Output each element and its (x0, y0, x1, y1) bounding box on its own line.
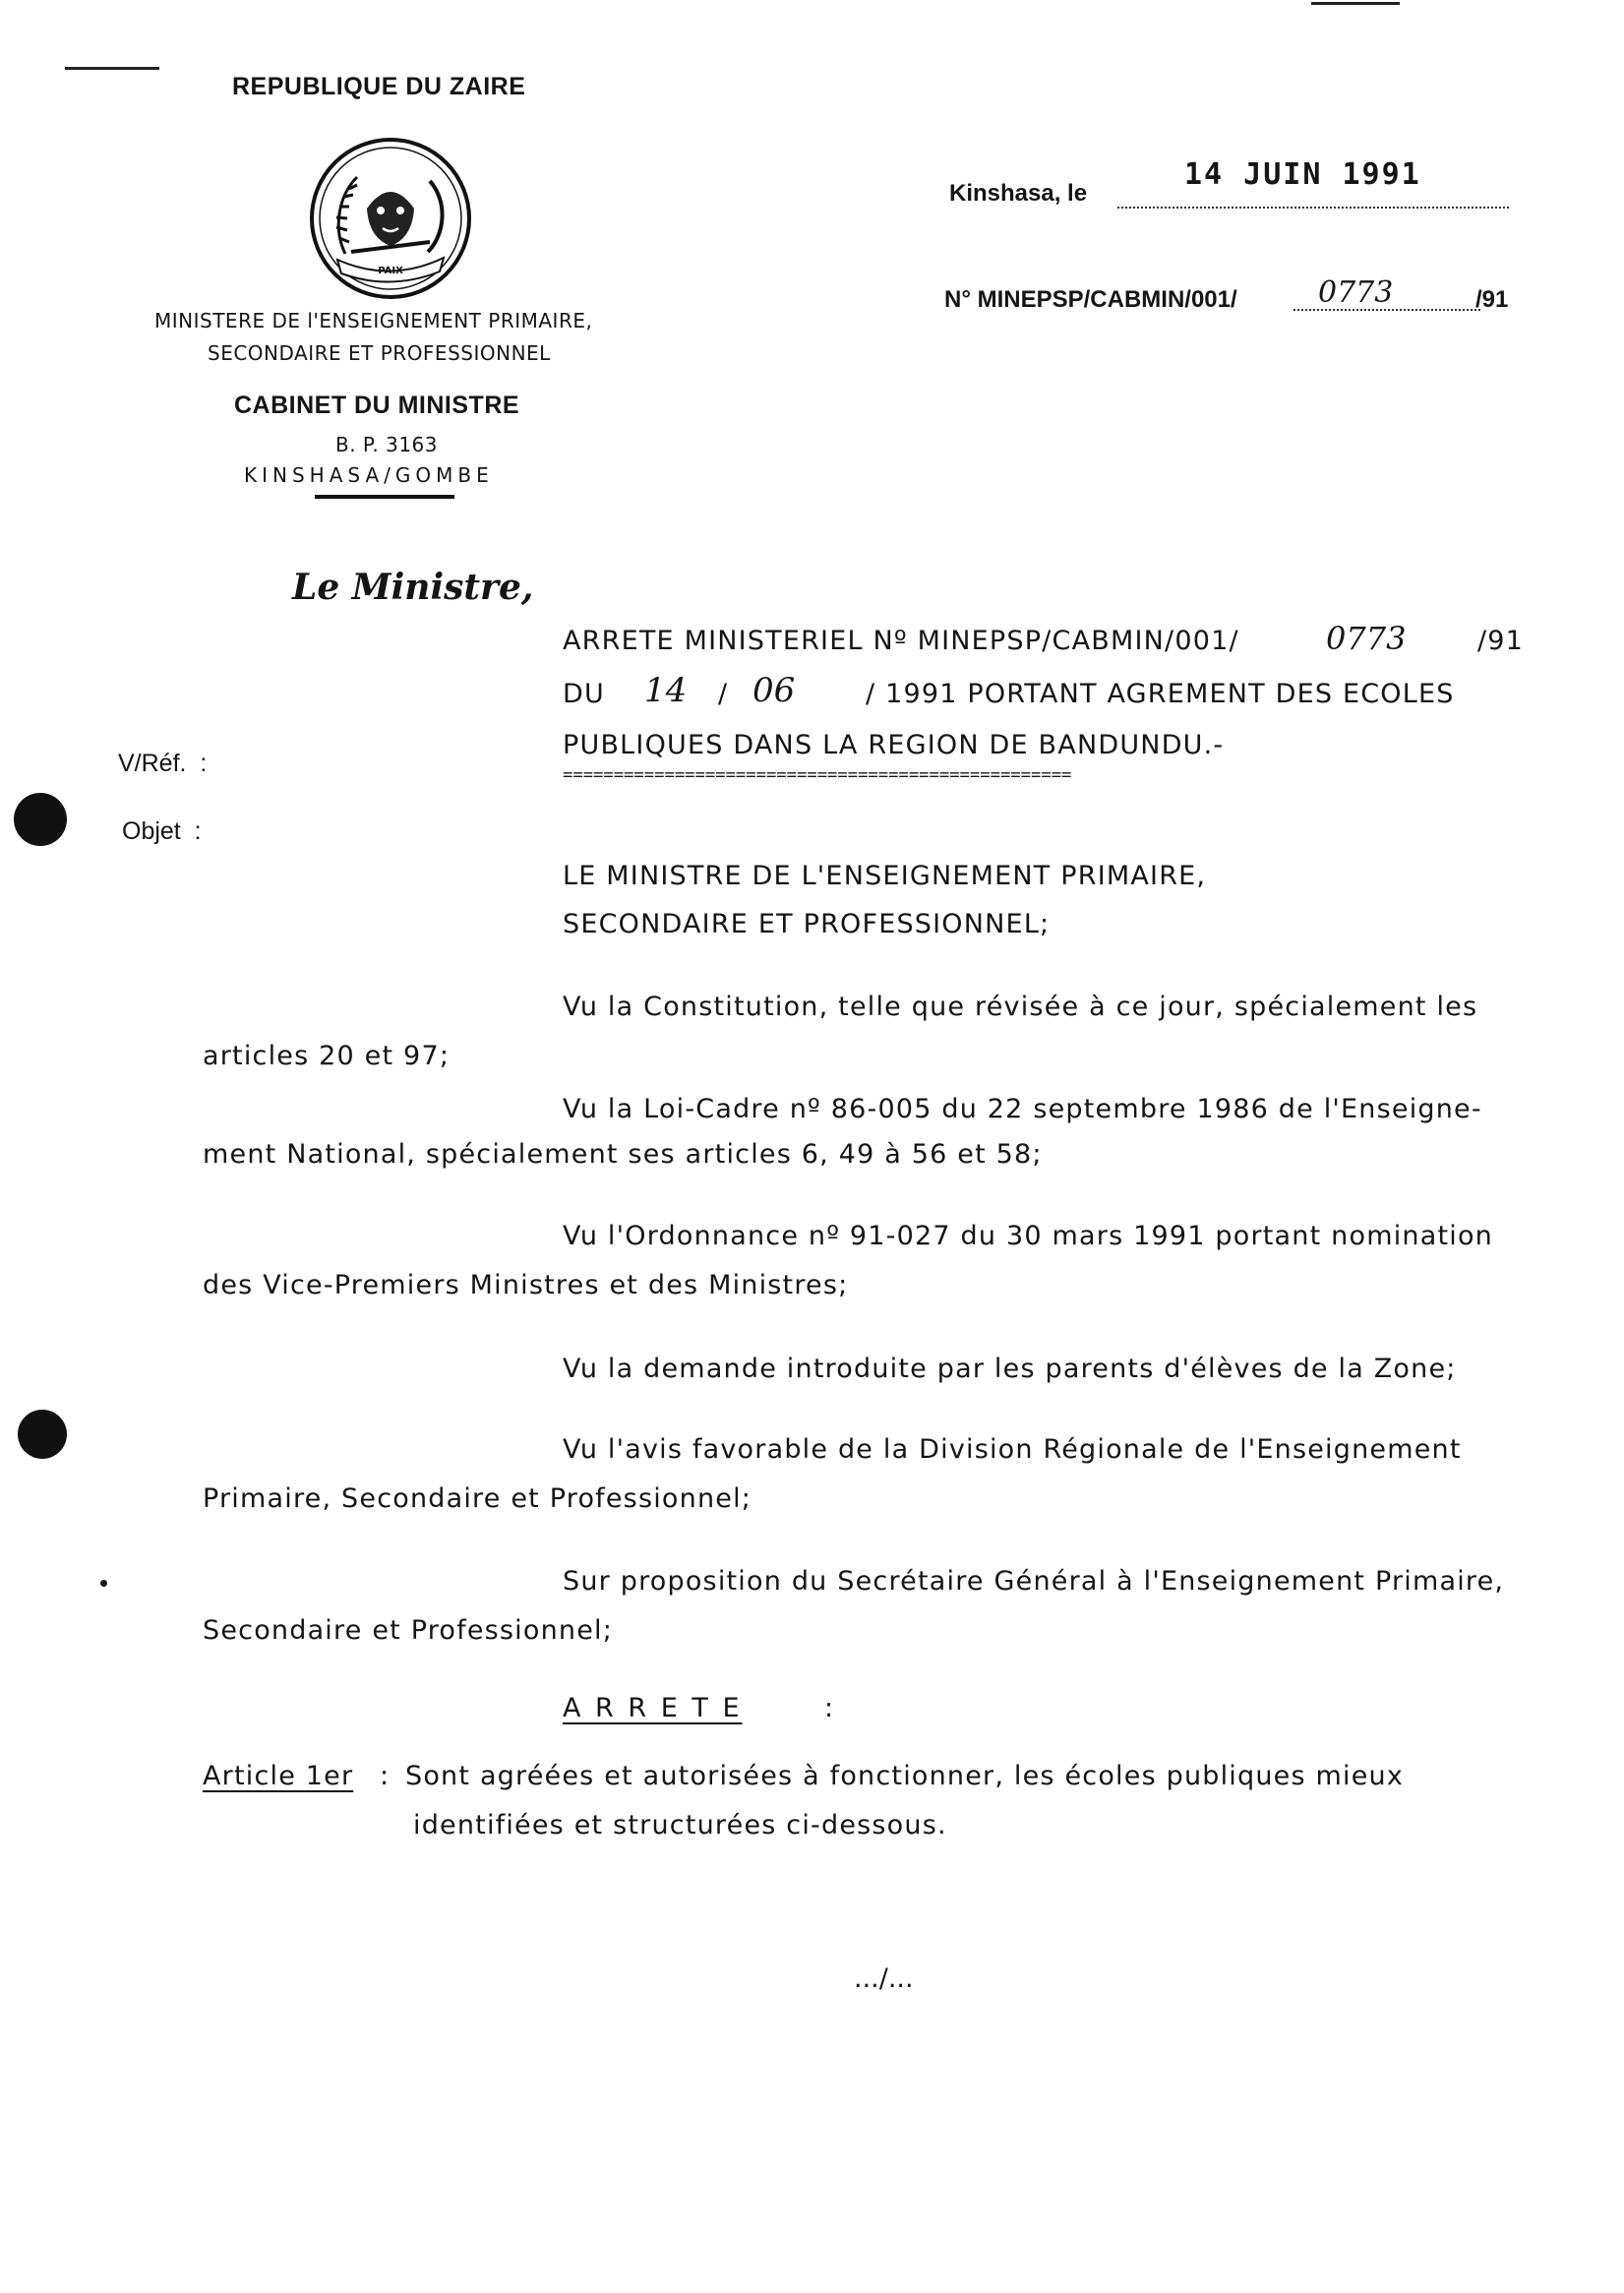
title-du: DU (563, 679, 605, 709)
consideration-5-cont: Primaire, Secondaire et Professionnel; (203, 1483, 752, 1514)
place-date-label: Kinshasa, le (949, 180, 1088, 207)
city: KINSHASA/GOMBE (244, 463, 494, 487)
reference-suffix: /91 (1475, 286, 1509, 313)
decree-word: A R R E T E (563, 1693, 743, 1723)
signatory-title: Le Ministre, (292, 567, 534, 608)
consideration-2-first: Vu la Loi-Cadre nº 86-005 du 22 septembre 1986 de l'Enseigne- (563, 1094, 1482, 1124)
consideration-3-first: Vu l'Ordonnance nº 91-027 du 30 mars 1991 portant nomination (563, 1221, 1493, 1251)
punch-hole-lower (18, 1410, 67, 1459)
consideration-1-cont: articles 20 et 97; (203, 1041, 451, 1071)
article1-label: Article 1er (203, 1761, 354, 1791)
consideration-6-cont: Secondaire et Professionnel; (203, 1615, 614, 1646)
ministry-name-line2: SECONDAIRE ET PROFESSIONNEL (208, 341, 551, 365)
objet-label: Objet : (122, 817, 202, 845)
cabinet-heading: CABINET DU MINISTRE (234, 392, 520, 419)
city-underline (315, 495, 454, 499)
title-month: 06 (752, 671, 796, 710)
seal-motto: PAIX (378, 266, 403, 276)
minister-title-line1: LE MINISTRE DE L'ENSEIGNEMENT PRIMAIRE, (563, 861, 1207, 891)
date-stamp: 14 JUIN 1991 (1184, 157, 1421, 192)
consideration-5-first: Vu l'avis favorable de la Division Régionale de l'Enseignement (563, 1434, 1462, 1465)
title-line2-rest: / 1991 PORTANT AGREMENT DES ECOLES (866, 679, 1455, 709)
title-line1-prefix: ARRETE MINISTERIEL Nº MINEPSP/CABMIN/001/ (563, 626, 1239, 656)
speck-mark (100, 1580, 107, 1587)
punch-hole-upper (14, 793, 67, 846)
republic-heading: REPUBLIQUE DU ZAIRE (232, 73, 526, 100)
title-line1 (563, 626, 1239, 656)
ministry-name-line1: MINISTERE DE l'ENSEIGNEMENT PRIMAIRE, (154, 309, 593, 332)
title-sep: / (718, 679, 729, 709)
consideration-4-first: Vu la demande introduite par les parents d'élèves de la Zone; (563, 1354, 1457, 1384)
reference-prefix: N° MINEPSP/CABMIN/001/ (944, 286, 1237, 313)
title-number: 0773 (1326, 620, 1407, 657)
article1-line2: identifiées et structurées ci-dessous. (413, 1810, 947, 1840)
postal-box: B. P. 3163 (335, 433, 438, 456)
title-day: 14 (644, 671, 688, 710)
title-line3: PUBLIQUES DANS LA REGION DE BANDUNDU.- (563, 730, 1225, 760)
reference-number: 0773 (1318, 275, 1394, 310)
title-rule: ================================================== (563, 765, 1072, 785)
consideration-3-cont: des Vice-Premiers Ministres et des Ministres; (203, 1270, 849, 1300)
consideration-1-first: Vu la Constitution, telle que révisée à ce jour, spécialement les (563, 992, 1478, 1022)
scan-mark-top-left (65, 67, 159, 70)
decree-colon: : (824, 1693, 835, 1723)
date-line (1117, 197, 1509, 209)
article1-line1: Sont agréées et autorisées à fonctionner, les écoles publiques mieux (405, 1761, 1405, 1791)
consideration-2-cont: ment National, spécialement ses articles 6, 49 à 56 et 58; (203, 1139, 1043, 1170)
vref-label: V/Réf. : (118, 750, 208, 777)
scan-mark-top-right (1311, 2, 1400, 5)
national-seal-icon (308, 136, 473, 301)
minister-title-line2: SECONDAIRE ET PROFESSIONNEL; (563, 909, 1051, 939)
continuation-mark: .../... (854, 1963, 914, 1994)
consideration-6-first: Sur proposition du Secrétaire Général à l'Enseignement Primaire, (563, 1566, 1505, 1597)
article1-sep: : (380, 1761, 391, 1791)
title-line1-suffix: /91 (1477, 626, 1525, 656)
